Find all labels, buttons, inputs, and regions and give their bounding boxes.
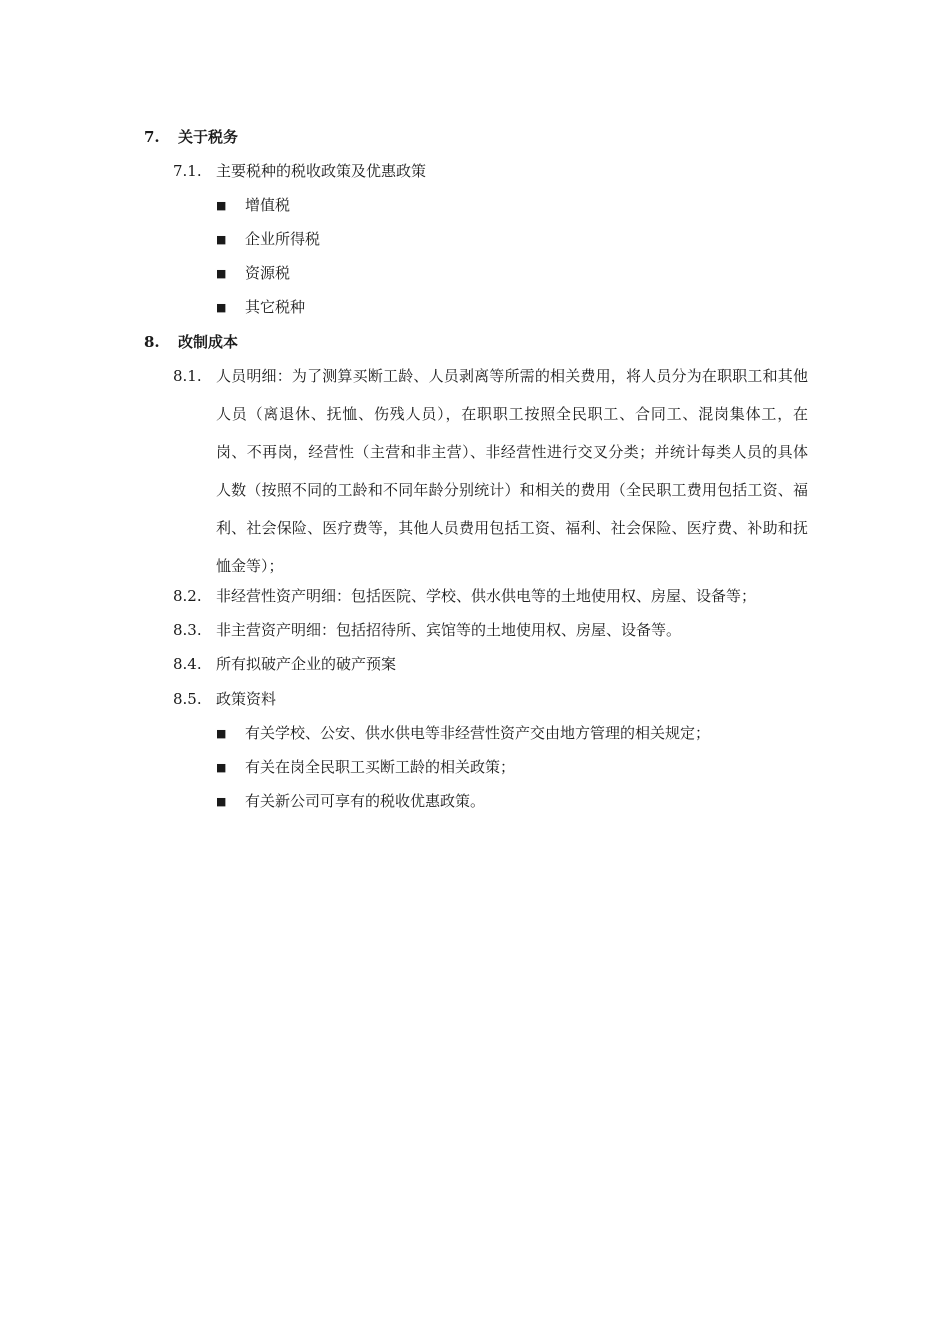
subsection-number: 8.4.	[173, 655, 202, 673]
subsection-text: 主要税种的税收政策及优惠政策	[216, 162, 427, 180]
subsection-number: 7.1.	[173, 162, 202, 180]
bullet-item	[216, 195, 290, 216]
section-title: 关于税务	[178, 128, 239, 146]
subsection-8-4	[173, 654, 396, 674]
bullet-text: 增值税	[245, 196, 291, 214]
subsection-7-1	[173, 161, 426, 181]
bullet-text: 资源税	[245, 264, 291, 282]
subsection-text: 非主营资产明细：包括招待所、宾馆等的土地使用权、房屋、设备等。	[216, 621, 682, 639]
subsection-text: 人员明细：为了测算买断工龄、人员剥离等所需的相关费用，将人员分为在职职工和其他人员（离退休、抚恤、伤残人员），在职职工按照全民职工、合同工、混岗集体工，在岗、不再岗，经营性（主营和非主营）、非经营性进行交叉分类；并统计每类人员的具体人数（按照不同的工龄和不同年龄分别统计）和相关的费用（全民职工费用包括工资、福利、社会保险、医疗费等，其他人员费用包括工资、福利、社会保险、医疗费、补助和抚恤金等）；	[216, 367, 808, 575]
bullet-text: 有关学校、公安、供水供电等非经营性资产交由地方管理的相关规定；	[245, 724, 711, 742]
bullet-item	[216, 229, 320, 250]
subsection-number: 8.2.	[173, 587, 202, 605]
subsection-8-2	[173, 586, 756, 606]
subsection-text: 所有拟破产企业的破产预案	[216, 655, 397, 673]
bullet-text: 企业所得税	[245, 230, 321, 248]
section-number: 7.	[144, 128, 160, 146]
bullet-icon: ■	[216, 267, 227, 280]
bullet-item	[216, 757, 515, 778]
subsection-number: 8.5.	[173, 690, 202, 708]
bullet-icon: ■	[216, 233, 227, 246]
subsection-8-3	[173, 620, 681, 640]
section-heading-7	[144, 127, 238, 147]
bullet-icon: ■	[216, 199, 227, 212]
subsection-text: 非经营性资产明细：包括医院、学校、供水供电等的土地使用权、房屋、设备等；	[216, 587, 757, 605]
bullet-text: 有关新公司可享有的税收优惠政策。	[245, 792, 486, 810]
bullet-text: 有关在岗全民职工买断工龄的相关政策；	[245, 758, 516, 776]
subsection-8-5	[173, 689, 276, 709]
bullet-item	[216, 297, 305, 318]
bullet-icon: ■	[216, 761, 227, 774]
section-heading-8	[144, 332, 238, 352]
bullet-icon: ■	[216, 301, 227, 314]
subsection-number: 8.1.	[173, 367, 202, 385]
subsection-text: 政策资料	[216, 690, 277, 708]
subsection-number: 8.3.	[173, 621, 202, 639]
section-number: 8.	[144, 333, 160, 351]
bullet-icon: ■	[216, 727, 227, 740]
bullet-item	[216, 723, 710, 744]
bullet-item	[216, 791, 485, 812]
bullet-icon: ■	[216, 795, 227, 808]
bullet-item	[216, 263, 290, 284]
section-title: 改制成本	[178, 333, 239, 351]
bullet-text: 其它税种	[245, 298, 306, 316]
